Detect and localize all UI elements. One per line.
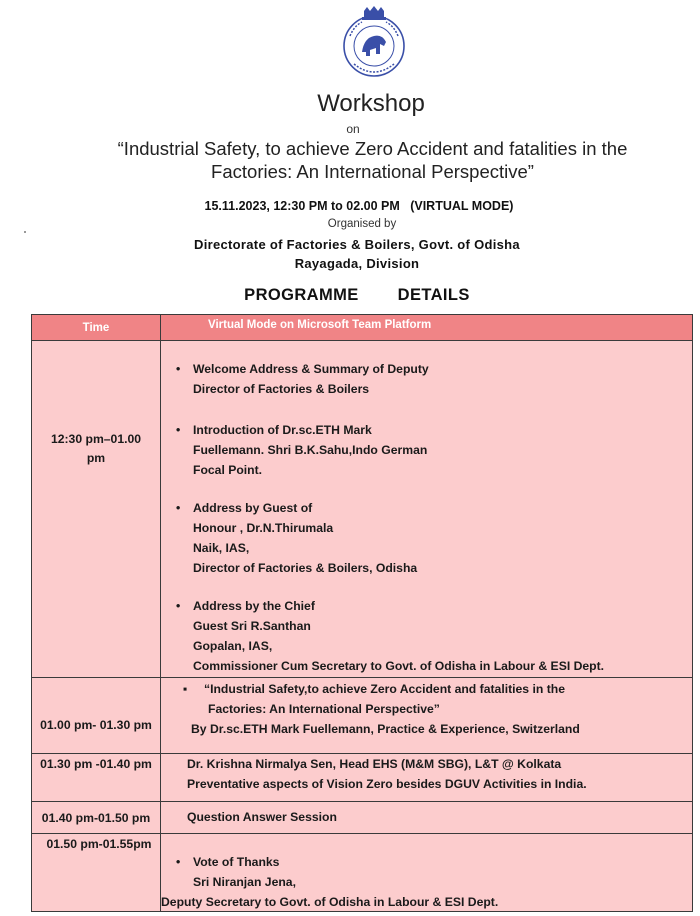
programme-title: PROGRAMME DETAILS xyxy=(244,286,470,304)
bullet-icon: • xyxy=(176,362,181,376)
time-cell: 01.50 pm-01.55pm xyxy=(46,837,152,851)
organiser-line: Rayagada, Division xyxy=(294,256,420,271)
item-line: By Dr.sc.ETH Mark Fuellemann, Practice & Experience, Switzerland xyxy=(191,722,580,736)
bullet-icon: • xyxy=(176,423,181,437)
column-divider xyxy=(160,678,161,753)
time-cell: 01.40 pm-01.50 pm xyxy=(41,811,151,825)
table-row xyxy=(31,677,693,754)
item-line: Honour , Dr.N.Thirumala xyxy=(193,521,334,535)
table-row xyxy=(31,753,693,802)
item-line: Fuellemann. Shri B.K.Sahu,Indo German xyxy=(193,443,428,457)
workshop-subtitle xyxy=(100,137,645,183)
item-line: Commissioner Cum Secretary to Govt. of Odisha in Labour & ESI Dept. xyxy=(193,659,605,673)
time-cell: 01.00 pm- 01.30 pm xyxy=(40,718,152,732)
list-item xyxy=(176,498,686,578)
stray-dot xyxy=(24,231,26,233)
item-line: Sri Niranjan Jena, xyxy=(193,875,296,889)
item-line: Director of Factories & Boilers xyxy=(193,382,370,396)
date-time-line: 15.11.2023, 12:30 PM to 02.00 PM (VIRTUAL MODE) xyxy=(204,199,514,213)
item-line: Gopalan, IAS, xyxy=(193,639,273,653)
subtitle-line: Factories: An International Perspective” xyxy=(211,161,534,182)
item-line: Welcome Address & Summary of Deputy xyxy=(193,362,429,376)
item-line: Address by Guest of xyxy=(193,501,313,515)
time-column-header: Time xyxy=(82,322,110,334)
organiser xyxy=(0,235,700,273)
item-line: Introduction of Dr.sc.ETH Mark xyxy=(193,423,372,437)
bullet-icon: • xyxy=(176,501,181,515)
table-row xyxy=(31,340,693,678)
item-line: Dr. Krishna Nirmalya Sen, Head EHS (M&M SBG), L&T @ Kolkata xyxy=(187,757,562,771)
item-line: “Industrial Safety,to achieve Zero Accident and fatalities in the xyxy=(204,682,565,696)
list-item xyxy=(176,596,686,676)
item-line: Guest Sri R.Santhan xyxy=(193,619,311,633)
title-connector: on xyxy=(346,122,360,136)
column-divider xyxy=(160,754,161,801)
table-row xyxy=(31,801,693,834)
item-line: Question Answer Session xyxy=(187,810,337,824)
item-line: Preventative aspects of Vision Zero besides DGUV Activities in India. xyxy=(187,777,587,791)
odisha-government-emblem xyxy=(340,6,408,78)
list-item xyxy=(176,420,686,480)
organised-by-label: Organised by xyxy=(327,218,397,230)
session-items xyxy=(161,852,686,912)
session-text xyxy=(189,679,580,739)
item-line: Deputy Secretary to Govt. of Odisha in Labour & ESI Dept. xyxy=(161,895,499,909)
time-cell: 01.30 pm -01.40 pm xyxy=(40,757,152,771)
time-cell: 12:30 pm–01.00 pm xyxy=(50,432,142,465)
table-header-row xyxy=(31,314,693,341)
programme-table xyxy=(31,314,693,912)
session-items xyxy=(176,359,686,676)
column-divider xyxy=(160,341,161,677)
column-divider xyxy=(160,315,161,340)
item-line: Factories: An International Perspective” xyxy=(208,702,440,716)
item-line: Director of Factories & Boilers, Odisha xyxy=(193,561,418,575)
column-divider xyxy=(160,802,161,833)
list-item xyxy=(176,359,686,399)
platform-column-header: Virtual Mode on Microsoft Team Platform xyxy=(208,319,432,331)
bullet-icon: ▪ xyxy=(183,682,188,696)
session-text xyxy=(187,754,587,794)
session-text xyxy=(187,807,337,827)
bullet-icon: • xyxy=(176,599,181,613)
organiser-line: Directorate of Factories & Boilers, Govt. of Odisha xyxy=(194,237,520,252)
item-line: Address by the Chief xyxy=(193,599,315,613)
subtitle-line: “Industrial Safety, to achieve Zero Accident and fatalities in the xyxy=(117,138,628,159)
item-line: Focal Point. xyxy=(193,463,263,477)
item-line: Vote of Thanks xyxy=(193,855,280,869)
page-title: Workshop xyxy=(317,90,425,117)
list-item xyxy=(176,852,686,892)
bullet-icon: • xyxy=(176,855,181,869)
table-row xyxy=(31,833,693,912)
item-line: Naik, IAS, xyxy=(193,541,250,555)
